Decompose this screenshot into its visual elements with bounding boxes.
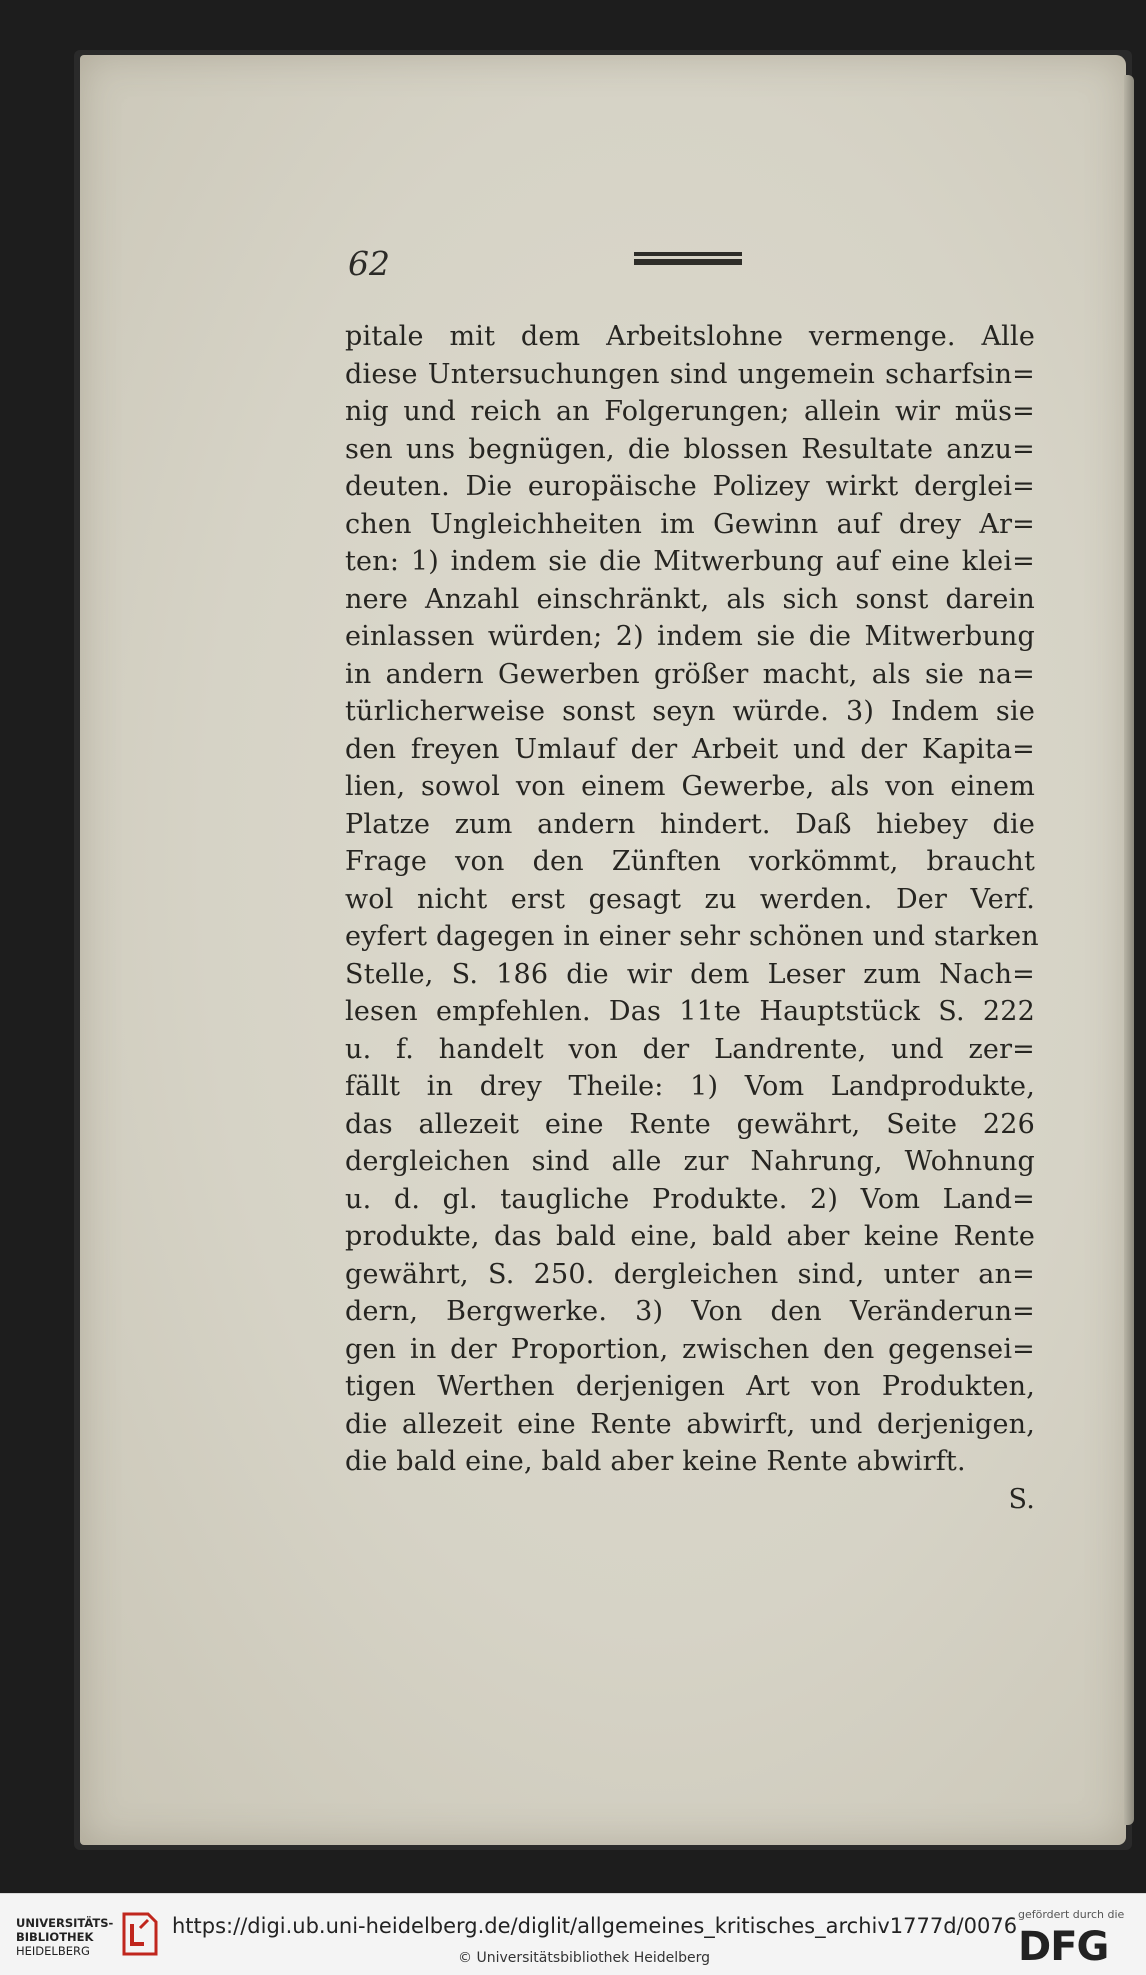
library-name-line: UNIVERSITÄTS- [16,1916,114,1930]
text-line: fällt in drey Theile: 1) Vom Landprodukte, [345,1071,1035,1102]
text-line: sen uns begnügen, die blossen Resultate anzu= [345,433,1035,465]
dfg-logo: DFG [1018,1924,1109,1970]
body-text [345,318,1039,1518]
text-line: wol nicht erst gesagt zu werden. Der Verf. [345,883,1035,915]
text-line: lesen empfehlen. Das 11te Hauptstück S. 222 [345,996,1035,1027]
text-line: lien, sowol von einem Gewerbe, als von einem [345,771,1035,802]
text-line: die bald eine, bald aber keine Rente abwirft. [345,1446,966,1477]
text-line: dergleichen sind alle zur Nahrung, Wohnung [345,1146,1035,1177]
text-line: produkte, das bald eine, bald aber keine Rente [345,1221,1035,1252]
library-logo-text [16,1916,113,1958]
text-line: tigen Werthen derjenigen Art von Produkten, [345,1371,1035,1402]
text-line: nere Anzahl einschränkt, als sich sonst darein [345,583,1035,615]
text-line: Frage von den Zünften vorkömmt, braucht [345,846,1035,877]
text-line: in andern Gewerben größer macht, als sie na= [345,658,1035,690]
text-line: den freyen Umlauf der Arbeit und der Kapita= [345,733,1035,765]
text-line: u. d. gl. taugliche Produkte. 2) Vom Land= [345,1183,1035,1215]
text-line: diese Untersuchungen sind ungemein scharfsin= [345,358,1035,390]
text-line: gen in der Proportion, zwischen den gegensei= [345,1333,1035,1365]
library-name-line: HEIDELBERG [16,1944,90,1958]
text-line: eyfert dagegen in einer sehr schönen und starken [345,921,1039,952]
page-edge [1124,75,1134,1825]
text-line: die allezeit eine Rente abwirft, und derjenigen, [345,1408,1035,1440]
text-line: Stelle, S. 186 die wir dem Leser zum Nach= [345,958,1035,990]
catchword: S. [1008,1483,1035,1515]
library-name-line: BIBLIOTHEK [16,1930,94,1944]
text-line: Platze zum andern hindert. Daß hiebey die [345,808,1035,840]
text-line: dern, Bergwerke. 3) Von den Veränderun= [345,1296,1035,1327]
copyright-text: © Universitätsbibliothek Heidelberg [458,1950,711,1966]
text-line: einlassen würden; 2) indem sie die Mitwerbung [345,621,1035,652]
funding-label: gefördert durch die [1018,1908,1125,1921]
permalink-url[interactable]: https://digi.ub.uni-heidelberg.de/diglit/allgemeines_kritisches_archiv1777d/0076 [172,1914,1018,1938]
text-line: das allezeit eine Rente gewährt, Seite 226 [345,1108,1035,1140]
text-line: gewährt, S. 250. dergleichen sind, unter an= [345,1258,1035,1290]
text-line: deuten. Die europäische Polizey wirkt derglei= [345,471,1035,502]
text-line: pitale mit dem Arbeitslohne vermenge. Alle [345,321,1035,352]
text-line: nig und reich an Folgerungen; allein wir müs= [345,396,1035,427]
text-line: türlicherweise sonst seyn würde. 3) Indem sie [345,696,1035,727]
library-logo-icon [118,1910,162,1958]
text-line: ten: 1) indem sie die Mitwerbung auf eine klei= [345,546,1035,577]
page-number: 62 [348,244,390,283]
text-line: u. f. handelt von der Landrente, und zer= [345,1033,1035,1065]
header-rule [634,252,742,266]
viewer-footer [0,1893,1146,1975]
text-line: chen Ungleichheiten im Gewinn auf drey Ar= [345,508,1035,540]
